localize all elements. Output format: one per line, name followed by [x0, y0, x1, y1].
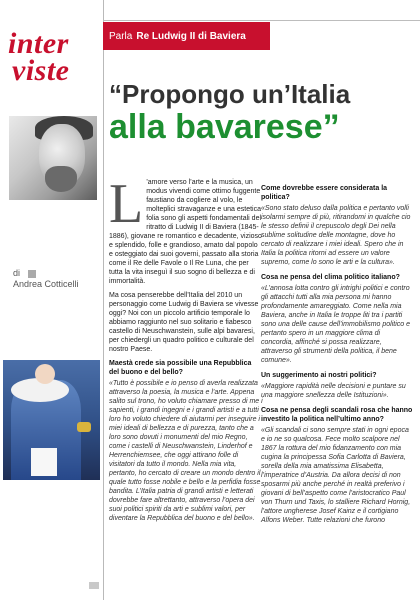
- question-4: Un suggerimento ai nostri politici?: [261, 372, 377, 379]
- king-ludwig-portrait: [3, 360, 100, 480]
- section-title-word1: inter: [8, 27, 69, 60]
- intro-paragraph-1: ’amore verso l’arte e la musica, un modus vivendi come ottimo fuggente faustiano da cogliere al volo, le molteplici stravaganze e una estetica folia sono gli aspetti fondamentali del ritratto di Ludwig II di Baviera (1845-1886), giovane re romantico e decadente, vizioso e splendido, folle e grandioso, amato dal popolo e osteggiato dai suoi governi, passato alla storia come il Re delle Favole o Il Re Luna, che per tutta la vita inseguì il suo sogno di bellezza e di immortalità.: [109, 179, 262, 285]
- header-banner: [103, 22, 270, 50]
- page-number-marker: [89, 582, 99, 589]
- answer-4: «Maggiore rapidità nelle decisioni e puntare su una maggiore snellezza delle Istituzioni».: [261, 383, 406, 399]
- section-title-word2: viste: [12, 54, 70, 87]
- article-right-column: [261, 184, 414, 531]
- left-sidebar: [0, 0, 103, 600]
- question-2: Come dovrebbe essere considerata la politica?: [261, 185, 388, 201]
- header-guest-name: Re Ludwig II di Baviera: [136, 30, 246, 42]
- answer-1: «Tutto è possibile e io penso di averla realizzata attraverso la poesia, la musica e l’arte. Appena salito sul trono, ho voluto chiamare presso di me i sapienti, i grandi ingegni e i grandi artisti e a tutti loro ho voluto chiedere di aiutarmi per inseguire i miei ideali di bellezza e di purezza, tanto che a loro sono dovuti i monumenti del mio Regno, come i castelli di Neuschwanstein, Linderhof e Herrenchiemsee, che oggi attirano folle di visitatori da tutto il mondo. Nella mia vita, pertanto, ho cercato di creare un mondo dentro il quale tutto fosse nobile e bello e la perfidia fosse bandita. L’Italia patria di grandi artisti e letterati dovrebbe fare altrettanto, attraverso l’opera dei suoi politici spiriti da arti e sublimi valori, per diventare la Repubblica del buono e del bello».: [109, 380, 263, 522]
- byline-author-name: Andrea Cotticelli: [13, 279, 79, 289]
- article-title-line1: “Propongo un’Italia: [109, 79, 351, 109]
- column-divider: [103, 0, 104, 600]
- article-left-column: [109, 173, 263, 529]
- header-parla: Parla: [109, 30, 133, 42]
- byline: [13, 268, 99, 290]
- author-portrait-photo: [9, 116, 97, 200]
- drop-cap: L: [109, 173, 144, 235]
- section-title: [8, 27, 100, 87]
- answer-3: «L’annosa lotta contro gli intrighi politici e contro gli attacchi tutti alla mia persona mi hanno profondamente amareggiato. Come nella mia Baviera, anche in Italia le troppe liti tra i partiti sono una delle cause dell’immobilismo politico e pertanto spero in un maggiore clima di concordia, affinché si possa realizzare, attraverso gli strumenti della politica, il bene comune».: [261, 285, 411, 364]
- byline-di: di: [13, 268, 21, 278]
- question-5: Cosa ne pensa degli scandali rosa che hanno investito la politica nell’ultimo anno?: [261, 407, 413, 423]
- question-1: Maestà crede sia possibile una Repubblica del buono e del bello?: [109, 360, 252, 376]
- byline-marker-square: [28, 270, 36, 278]
- answer-2: «Sono stato deluso dalla politica e pertanto volli isolarmi sempre di più, ritirandomi in qualche cio le stesso definii il crepuscolo degli Dei nella sublime solitudine delle montagne, dove ho cercato di realizzare i miei ideali. Spero che in Italia la politica ritorni ad essere un valore supremo, come lo sono le arti e la cultura».: [261, 205, 411, 266]
- article-title: [109, 79, 415, 145]
- intro-paragraph-2: Ma cosa penserebbe dell’Italia del 2010 un personaggio come Ludwig di Baviera se vivesse oggi? Noi con un piccolo artificio temporale lo abbiamo raggiunto nel suo solitario e fiabesco castello di Neuschwanstein, sulle alpi bavaresi, per chiedergli un quadro politico e culturale del nostro Paese.: [109, 292, 259, 353]
- article-title-line2: alla bavarese”: [109, 108, 340, 146]
- header-rule: [103, 20, 420, 21]
- answer-5: «Gli scandali ci sono sempre stati in ogni epoca e io ne so qualcosa. Fece molto scalpore nel 1867 la rottura del mio fidanzamento con mia cugina la principessa Sofia Carlotta di Baviera, sorella della mia amatissima Elisabetta, l’imperatrice d’Austria. Da allora decisi di non sposarmi più anche perché in realtà preferivo i giovani di bell’aspetto come l’aristocratico Paul von Thurn und Taxis, lo stalliere Richard Hornig, l’attore ungherese Josef Kainz e il cortigiano Alfons Weber. Tutte relazioni che furono: [261, 427, 411, 524]
- question-3: Cosa ne pensa del clima politico italiano?: [261, 274, 400, 281]
